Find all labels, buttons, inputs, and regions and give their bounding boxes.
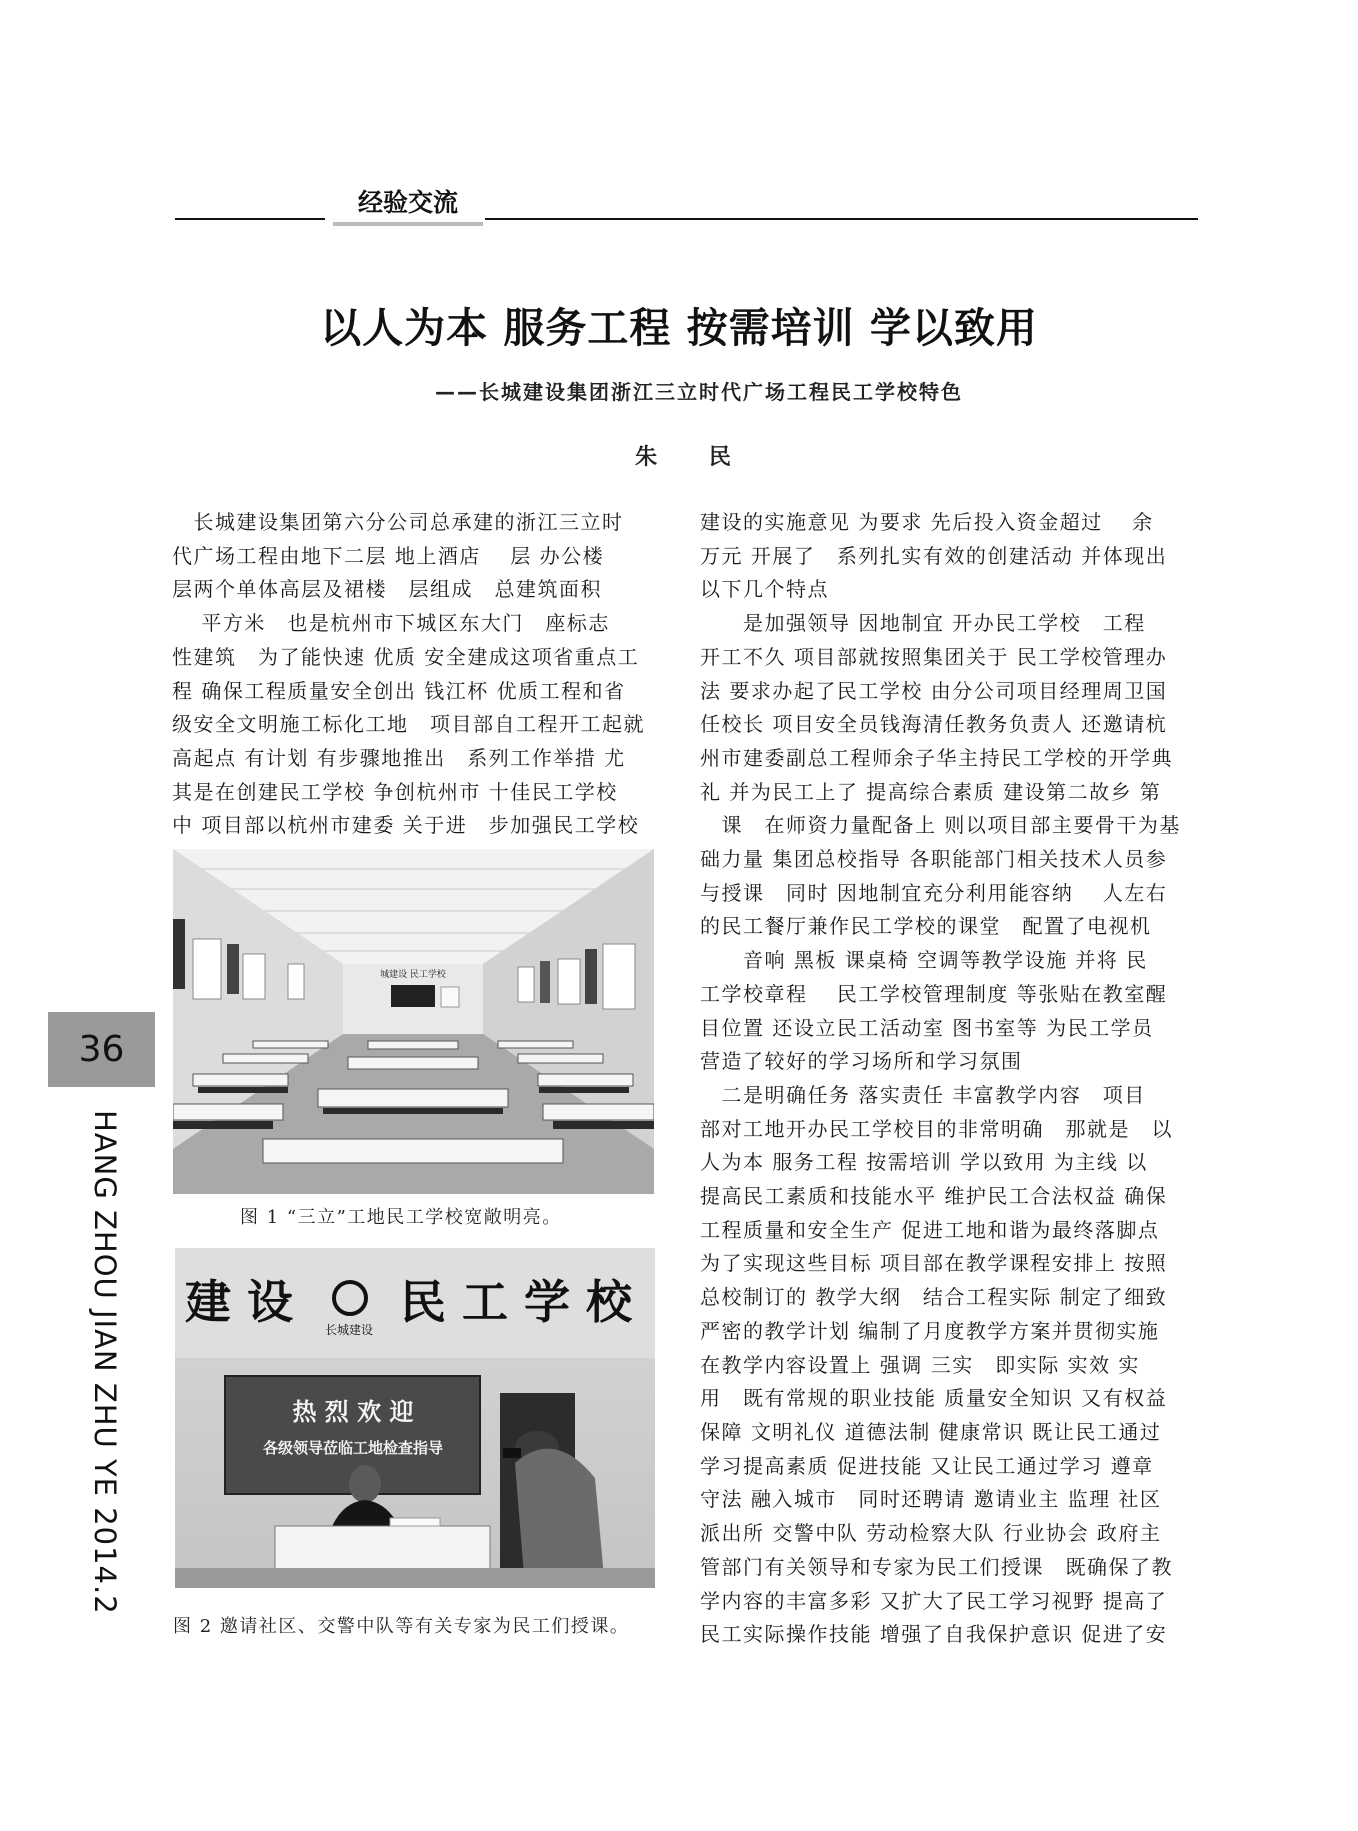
journal-name: HANG ZHOU JIAN ZHU YE 2014.2: [88, 1110, 122, 1615]
right-column-line: 法 要求办起了民工学校 由分公司项目经理周卫国: [700, 678, 1168, 703]
journal-spine: [88, 1110, 128, 1615]
left-column-line: 平方米 也是杭州市下城区东大门 座标志: [172, 611, 610, 636]
right-column-line: 学内容的丰富多彩 又扩大了民工学习视野 提高了: [700, 1588, 1168, 1613]
article-title: 以人为本 服务工程 按需培训 学以致用: [320, 304, 1038, 352]
figure-1-photo: [173, 849, 654, 1194]
figure-2-caption: 图 2 邀请社区、交警中队等有关专家为民工们授课。: [173, 1616, 630, 1637]
right-column-line: 音响 黑板 课桌椅 空调等教学设施 并将 民: [700, 948, 1148, 973]
right-column-line: 保障 文明礼仪 道德法制 健康常识 既让民工通过: [700, 1419, 1162, 1444]
right-column: [700, 506, 1200, 1652]
right-column-line: 二是明确任务 落实责任 丰富教学内容 项目: [700, 1082, 1146, 1107]
figure-2-photo: [175, 1248, 655, 1588]
article-subtitle: ——长城建设集团浙江三立时代广场工程民工学校特色: [435, 380, 963, 404]
left-column: [172, 506, 672, 843]
left-column-line: 层两个单体高层及裙楼 层组成 总建筑面积: [172, 577, 602, 602]
right-column-line: 民工实际操作技能 增强了自我保护意识 促进了安: [700, 1622, 1168, 1647]
right-column-line: 用 既有常规的职业技能 质量安全知识 又有权益: [700, 1386, 1168, 1411]
right-column-line: 营造了较好的学习场所和学习氛围: [700, 1049, 1023, 1074]
right-column-line: 派出所 交警中队 劳动检察大队 行业协会 政府主: [700, 1521, 1162, 1546]
article-author: 朱 民: [635, 445, 753, 470]
right-column-line: 严密的教学计划 编制了月度教学方案并贯彻实施: [700, 1318, 1160, 1343]
right-column-line: 万元 开展了 系列扎实有效的创建活动 并体现出: [700, 543, 1168, 568]
right-column-line: 以下几个特点: [700, 577, 829, 602]
right-column-line: 总校制订的 教学大纲 结合工程实际 制定了细致: [700, 1285, 1168, 1310]
right-column-line: 守法 融入城市 同时还聘请 邀请业主 监理 社区: [700, 1487, 1162, 1512]
right-column-line: 开工不久 项目部就按照集团关于 民工学校管理办: [700, 644, 1168, 669]
left-column-line: 性建筑 为了能快速 优质 安全建成这项省重点工: [172, 644, 640, 669]
right-column-line: 提高民工素质和技能水平 维护民工合法权益 确保: [700, 1184, 1168, 1209]
right-column-line: 是加强领导 因地制宜 开办民工学校 工程: [700, 611, 1146, 636]
left-column-line: 其是在创建民工学校 争创杭州市 十佳民工学校: [172, 779, 618, 804]
left-column-line: 程 确保工程质量安全创出 钱江杯 优质工程和省: [172, 678, 626, 703]
figure-1-caption: 图 1 “三立”工地民工学校宽敞明亮。: [240, 1207, 562, 1228]
left-column-line: 中 项目部以杭州市建委 关于进 步加强民工学校: [172, 813, 640, 838]
right-column-line: 建设的实施意见 为要求 先后投入资金超过 余: [700, 510, 1154, 534]
right-column-line: 工程质量和安全生产 促进工地和谐为最终落脚点: [700, 1217, 1160, 1242]
right-column-line: 的民工餐厅兼作民工学校的课堂 配置了电视机: [700, 914, 1152, 939]
section-rule-right: [485, 218, 1198, 220]
right-column-line: 州市建委副总工程师余子华主持民工学校的开学典: [700, 745, 1173, 770]
right-column-line: 礼 并为民工上了 提高综合素质 建设第二故乡 第: [700, 779, 1162, 804]
right-column-line: 为了实现这些目标 项目部在教学课程安排上 按照: [700, 1251, 1168, 1276]
figure-2-banner-left: 建 设: [185, 1275, 294, 1329]
section-label: 经验交流: [333, 186, 483, 226]
figure-1-sign: 城建设 民工学校: [380, 970, 446, 980]
figure-2-banner-logo-text: 长城建设: [325, 1323, 374, 1337]
figure-2-board-line1: 热 烈 欢 迎: [292, 1398, 414, 1426]
right-column-line: 与授课 同时 因地制宜充分利用能容纳 人左右: [700, 880, 1168, 905]
right-column-line: 管部门有关领导和专家为民工们授课 既确保了教: [700, 1554, 1173, 1579]
right-column-line: 础力量 集团总校指导 各职能部门相关技术人员参: [700, 847, 1168, 872]
figure-2-board-line2: 各级领导莅临工地检查指导: [262, 1439, 444, 1457]
right-column-line: 部对工地开办民工学校目的非常明确 那就是 以: [700, 1116, 1173, 1141]
page-number: 36: [48, 1012, 155, 1087]
section-rule-left: [175, 218, 325, 220]
right-column-line: 任校长 项目安全员钱海清任教务负责人 还邀请杭: [700, 712, 1168, 737]
right-column-line: 课 在师资力量配备上 则以项目部主要骨干为基: [700, 813, 1181, 838]
left-column-line: 高起点 有计划 有步骤地推出 系列工作举措 尤: [172, 745, 626, 770]
right-column-line: 工学校章程 民工学校管理制度 等张贴在教室醒: [700, 981, 1168, 1006]
right-column-line: 人为本 服务工程 按需培训 学以致用 为主线 以: [700, 1150, 1148, 1175]
left-column-line: 级安全文明施工标化工地 项目部自工程开工起就: [172, 712, 645, 737]
left-column-line: 代广场工程由地下二层 地上酒店 层 办公楼: [172, 543, 605, 568]
right-column-line: 目位置 还设立民工活动室 图书室等 为民工学员: [700, 1015, 1154, 1040]
right-column-line: 学习提高素质 促进技能 又让民工通过学习 遵章: [700, 1453, 1154, 1478]
figure-2-banner-right: 民 工 学 校: [400, 1275, 633, 1329]
right-column-line: 在教学内容设置上 强调 三实 即实际 实效 实: [700, 1352, 1140, 1377]
left-column-line: 长城建设集团第六分公司总承建的浙江三立时: [172, 510, 624, 534]
